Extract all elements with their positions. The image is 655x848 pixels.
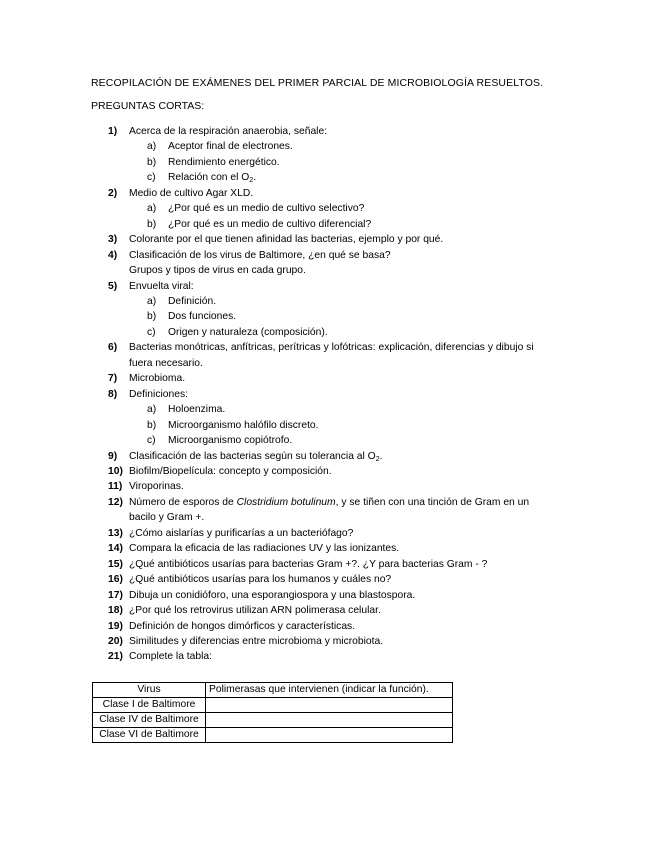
text: Clasificación de los virus de Baltimore, ¿en qué se basa? bbox=[129, 249, 391, 261]
text: Medio de cultivo Agar XLD. bbox=[129, 187, 254, 199]
table-header-row bbox=[93, 683, 453, 698]
question-number: 5) bbox=[108, 280, 118, 292]
question-number: 10) bbox=[108, 465, 123, 477]
question-number: 15) bbox=[108, 558, 123, 570]
table-row bbox=[93, 728, 453, 743]
table-cell-virus: Clase VI de Baltimore bbox=[93, 728, 206, 743]
text-after: . bbox=[379, 450, 383, 462]
subquestion-item bbox=[91, 325, 571, 340]
subquestion-item bbox=[91, 294, 571, 309]
question-item bbox=[91, 387, 571, 402]
question-item bbox=[91, 649, 571, 664]
question-number: 12) bbox=[108, 496, 123, 508]
subscript: 2 bbox=[249, 177, 254, 185]
text: Bacterias monótricas, anfítricas, perítricas y lofótricas: explicación, diferencias y dibujo si bbox=[129, 342, 534, 354]
subquestion-item bbox=[91, 309, 571, 324]
table-row bbox=[93, 713, 453, 728]
text: Envuelta viral: bbox=[129, 280, 194, 292]
subquestion-label: b) bbox=[147, 218, 157, 230]
question-item bbox=[91, 557, 571, 572]
subquestion-label: a) bbox=[147, 404, 157, 416]
question-item bbox=[91, 232, 571, 247]
question-item bbox=[91, 541, 571, 556]
question-item bbox=[91, 603, 571, 618]
text: Similitudes y diferencias entre microbioma y microbiota. bbox=[129, 635, 384, 647]
question-item bbox=[91, 495, 571, 510]
document-title: RECOPILACIÓN DE EXÁMENES DEL PRIMER PARCIAL DE MICROBIOLOGÍA RESUELTOS. bbox=[91, 77, 544, 89]
question-item bbox=[91, 371, 571, 386]
question-item bbox=[91, 572, 571, 587]
question-number: 9) bbox=[108, 450, 118, 462]
subquestion-label: b) bbox=[147, 311, 157, 323]
text: Dibuja un conidióforo, una esporangiospora y una blastospora. bbox=[129, 589, 416, 601]
question-number: 1) bbox=[108, 126, 118, 137]
text: ¿Por qué los retrovirus utilizan ARN polimerasa celular. bbox=[129, 605, 381, 617]
question-item bbox=[91, 464, 571, 479]
table-cell-polymerases bbox=[206, 728, 453, 743]
question-number: 18) bbox=[108, 605, 123, 617]
subquestion-item bbox=[91, 402, 571, 417]
subquestion-item bbox=[91, 170, 571, 185]
text: Colorante por el que tienen afinidad las bacterias, ejemplo y por qué. bbox=[129, 234, 444, 246]
question-item bbox=[91, 248, 571, 263]
question-number: 13) bbox=[108, 527, 123, 539]
question-item bbox=[91, 124, 571, 139]
text: ¿Cómo aislarías y purificarías a un bacteriófago? bbox=[129, 527, 354, 539]
section-heading: PREGUNTAS CORTAS: bbox=[91, 100, 205, 112]
question-item bbox=[91, 526, 571, 541]
text: Viroporinas. bbox=[129, 481, 184, 493]
table-cell-polymerases bbox=[206, 713, 453, 728]
subquestion-item bbox=[91, 201, 571, 216]
text: ¿Por qué es un medio de cultivo diferencial? bbox=[168, 218, 372, 230]
question-number: 3) bbox=[108, 234, 118, 246]
text: Microbioma. bbox=[129, 373, 186, 385]
subscript: 2 bbox=[375, 455, 380, 463]
text: Definición. bbox=[168, 295, 217, 307]
question-number: 17) bbox=[108, 589, 123, 601]
text: Definiciones: bbox=[129, 388, 188, 400]
text: Biofilm/Biopelícula: concepto y composición. bbox=[129, 465, 332, 477]
text: Microorganismo copiótrofo. bbox=[168, 435, 293, 447]
question-number: 16) bbox=[108, 574, 123, 586]
table-header-virus: Virus bbox=[93, 683, 206, 698]
text: Acerca de la respiración anaerobia, señale: bbox=[129, 126, 328, 137]
text: Número de esporos de bbox=[129, 496, 237, 508]
subquestion-item bbox=[91, 418, 571, 433]
question-item bbox=[91, 634, 571, 649]
question-item bbox=[91, 449, 571, 464]
subquestion-label: b) bbox=[147, 156, 157, 168]
text-after: . bbox=[253, 172, 257, 184]
question-number: 7) bbox=[108, 373, 118, 385]
text: Definición de hongos dimórficos y características. bbox=[129, 620, 356, 632]
italic-term: Clostridium botulinum bbox=[236, 496, 336, 508]
text: Holoenzima. bbox=[168, 404, 226, 416]
subquestion-item bbox=[91, 433, 571, 448]
table-cell-polymerases bbox=[206, 698, 453, 713]
text-after: , y se tiñen con una tinción de Gram en un bbox=[335, 496, 530, 508]
question-item bbox=[91, 340, 571, 355]
subquestion-item bbox=[91, 139, 571, 154]
text: ¿Qué antibióticos usarías para los humanos y cuáles no? bbox=[129, 574, 392, 586]
subquestion-label: c) bbox=[147, 435, 156, 447]
subquestion-label: b) bbox=[147, 419, 157, 431]
text: Dos funciones. bbox=[168, 311, 237, 323]
table-cell-virus: Clase I de Baltimore bbox=[93, 698, 206, 713]
question-item bbox=[91, 479, 571, 494]
subquestion-item bbox=[91, 217, 571, 232]
question-number: 14) bbox=[108, 543, 123, 555]
subquestion-label: a) bbox=[147, 203, 157, 215]
question-continuation: fuera necesario. bbox=[129, 357, 203, 369]
question-list bbox=[91, 124, 571, 665]
text: Rendimiento energético. bbox=[168, 156, 280, 168]
text: ¿Por qué es un medio de cultivo selectivo? bbox=[168, 203, 365, 215]
question-number: 2) bbox=[108, 187, 118, 199]
subquestion-label: a) bbox=[147, 295, 157, 307]
text: ¿Qué antibióticos usarías para bacterias Gram +?. ¿Y para bacterias Gram - ? bbox=[129, 558, 488, 570]
question-number: 21) bbox=[108, 651, 123, 663]
baltimore-table bbox=[92, 682, 453, 743]
text: Relación con el O bbox=[168, 172, 250, 184]
question-number: 20) bbox=[108, 635, 123, 647]
question-number: 19) bbox=[108, 620, 123, 632]
question-number: 11) bbox=[108, 481, 123, 493]
question-number: 6) bbox=[108, 342, 118, 354]
text: Origen y naturaleza (composición). bbox=[168, 326, 328, 338]
table-header-polymerases: Polimerasas que intervienen (indicar la función). bbox=[206, 683, 453, 698]
text: Compara la eficacia de las radiaciones UV y las ionizantes. bbox=[129, 543, 400, 555]
text: Complete la tabla: bbox=[129, 651, 212, 663]
subquestion-item bbox=[91, 155, 571, 170]
question-item bbox=[91, 279, 571, 294]
question-continuation: Grupos y tipos de virus en cada grupo. bbox=[129, 265, 306, 277]
table-cell-virus: Clase IV de Baltimore bbox=[93, 713, 206, 728]
text: Clasificación de las bacterias según su tolerancia al O bbox=[129, 450, 376, 462]
subquestion-label: c) bbox=[147, 326, 156, 338]
text: Microorganismo halófilo discreto. bbox=[168, 419, 319, 431]
table-row bbox=[93, 698, 453, 713]
subquestion-label: a) bbox=[147, 141, 157, 153]
question-number: 4) bbox=[108, 249, 118, 261]
question-item bbox=[91, 186, 571, 201]
question-number: 8) bbox=[108, 388, 118, 400]
subquestion-label: c) bbox=[147, 172, 156, 184]
question-continuation: bacilo y Gram +. bbox=[129, 512, 205, 524]
text: Aceptor final de electrones. bbox=[168, 141, 293, 153]
question-item bbox=[91, 619, 571, 634]
question-item bbox=[91, 588, 571, 603]
